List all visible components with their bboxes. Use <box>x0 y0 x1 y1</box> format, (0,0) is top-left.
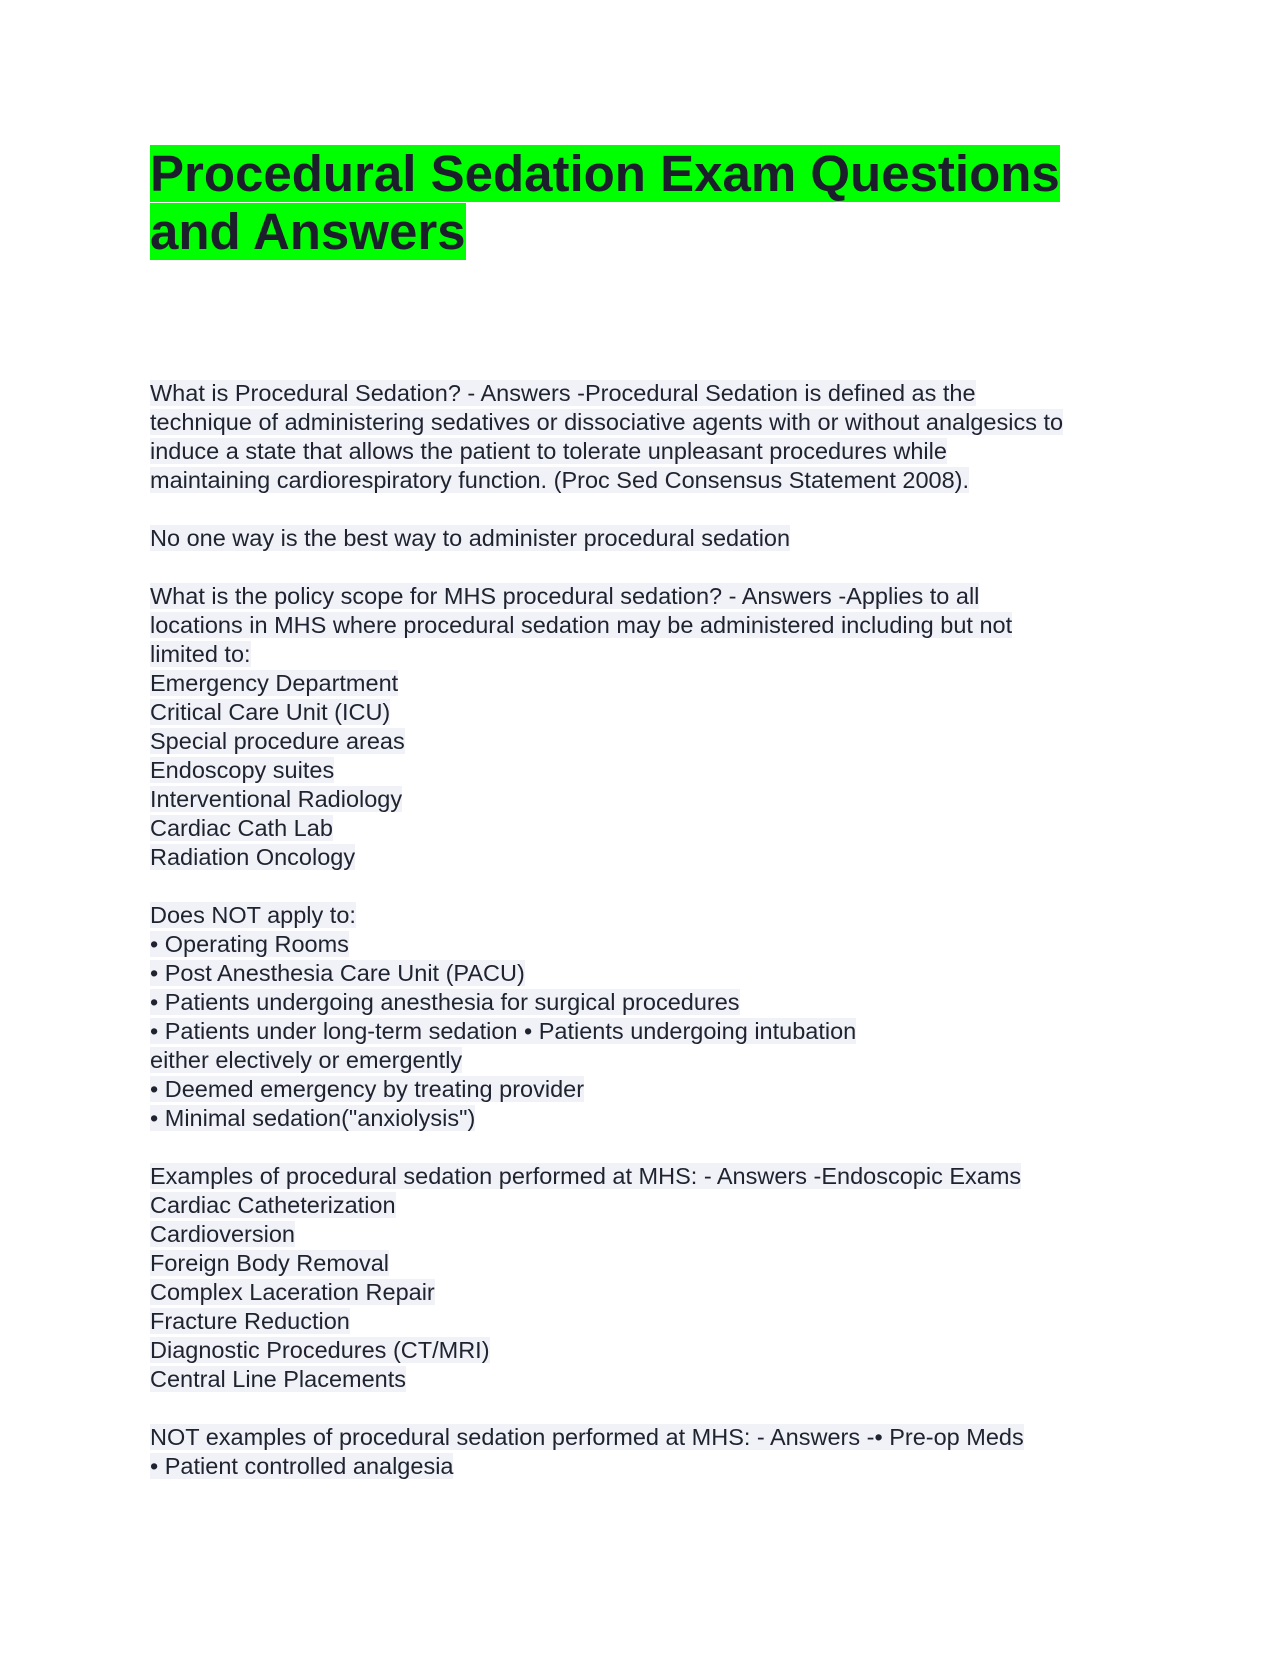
text-line <box>150 466 1150 495</box>
text-line-content: No one way is the best way to administer procedural sedation <box>150 525 791 551</box>
text-line-content: • Patient controlled analgesia <box>150 1453 454 1479</box>
text-line <box>150 1046 1150 1075</box>
text-line <box>150 1017 1150 1046</box>
text-line-content: Foreign Body Removal <box>150 1250 390 1276</box>
text-line-content: • Post Anesthesia Care Unit (PACU) <box>150 960 525 986</box>
text-line <box>150 1452 1150 1481</box>
text-line <box>150 756 1150 785</box>
document-title <box>150 145 1150 261</box>
paragraph-spacer <box>150 495 1150 524</box>
text-line <box>150 611 1150 640</box>
text-line-content: NOT examples of procedural sedation performed at MHS: - Answers -• Pre-op Meds <box>150 1424 1024 1450</box>
text-line <box>150 1104 1150 1133</box>
qa-paragraph <box>150 901 1150 1133</box>
text-line <box>150 524 1150 553</box>
qa-paragraph <box>150 524 1150 553</box>
title-line-1: Procedural Sedation Exam Questions <box>150 145 1060 202</box>
text-line-content: • Patients under long-term sedation • Patients undergoing intubation <box>150 1018 857 1044</box>
paragraph-spacer <box>150 872 1150 901</box>
text-line-content: limited to: <box>150 641 251 667</box>
text-line <box>150 1365 1150 1394</box>
paragraph-spacer <box>150 1394 1150 1423</box>
qa-paragraph <box>150 1423 1150 1481</box>
text-line <box>150 1423 1150 1452</box>
text-line <box>150 1191 1150 1220</box>
text-line-content: Endoscopy suites <box>150 757 335 783</box>
text-line-content: • Deemed emergency by treating provider <box>150 1076 585 1102</box>
document-body <box>150 379 1150 1481</box>
text-line <box>150 437 1150 466</box>
text-line <box>150 582 1150 611</box>
text-line-content: maintaining cardiorespiratory function. (Proc Sed Consensus Statement 2008). <box>150 467 970 493</box>
text-line <box>150 901 1150 930</box>
qa-paragraph <box>150 379 1150 495</box>
text-line-content: Does NOT apply to: <box>150 902 356 928</box>
text-line-content: • Minimal sedation("anxiolysis") <box>150 1105 476 1131</box>
text-line-content: What is Procedural Sedation? - Answers -Procedural Sedation is defined as the <box>150 380 976 406</box>
text-line-content: Diagnostic Procedures (CT/MRI) <box>150 1337 490 1363</box>
text-line-content: Interventional Radiology <box>150 786 403 812</box>
text-line <box>150 1162 1150 1191</box>
text-line-content: induce a state that allows the patient to tolerate unpleasant procedures while <box>150 438 947 464</box>
text-line <box>150 1220 1150 1249</box>
text-line-content: Radiation Oncology <box>150 844 356 870</box>
text-line <box>150 1336 1150 1365</box>
text-line <box>150 1278 1150 1307</box>
text-line <box>150 959 1150 988</box>
text-line-content: Special procedure areas <box>150 728 405 754</box>
text-line-content: Emergency Department <box>150 670 399 696</box>
text-line <box>150 1307 1150 1336</box>
qa-paragraph <box>150 582 1150 872</box>
text-line-content: • Operating Rooms <box>150 931 349 957</box>
text-line <box>150 930 1150 959</box>
text-line-content: Fracture Reduction <box>150 1308 350 1334</box>
paragraph-spacer <box>150 1133 1150 1162</box>
text-line <box>150 1249 1150 1278</box>
title-line-2: and Answers <box>150 203 466 260</box>
paragraph-spacer <box>150 553 1150 582</box>
text-line <box>150 814 1150 843</box>
text-line-content: locations in MHS where procedural sedation may be administered including but not <box>150 612 1013 638</box>
text-line-content: What is the policy scope for MHS procedural sedation? - Answers -Applies to all <box>150 583 980 609</box>
text-line <box>150 408 1150 437</box>
text-line <box>150 640 1150 669</box>
text-line-content: Cardiac Catheterization <box>150 1192 396 1218</box>
document-page <box>150 145 1150 1481</box>
text-line-content: technique of administering sedatives or dissociative agents with or without analgesics to <box>150 409 1064 435</box>
text-line-content: • Patients undergoing anesthesia for surgical procedures <box>150 989 740 1015</box>
text-line <box>150 698 1150 727</box>
text-line-content: Cardiac Cath Lab <box>150 815 333 841</box>
text-line-content: Central Line Placements <box>150 1366 407 1392</box>
text-line-content: Critical Care Unit (ICU) <box>150 699 391 725</box>
qa-paragraph <box>150 1162 1150 1394</box>
text-line <box>150 669 1150 698</box>
text-line <box>150 379 1150 408</box>
text-line-content: either electively or emergently <box>150 1047 463 1073</box>
text-line-content: Examples of procedural sedation performed at MHS: - Answers -Endoscopic Exams <box>150 1163 1022 1189</box>
text-line-content: Complex Laceration Repair <box>150 1279 435 1305</box>
text-line <box>150 727 1150 756</box>
text-line <box>150 988 1150 1017</box>
text-line <box>150 1075 1150 1104</box>
text-line <box>150 843 1150 872</box>
text-line-content: Cardioversion <box>150 1221 295 1247</box>
text-line <box>150 785 1150 814</box>
